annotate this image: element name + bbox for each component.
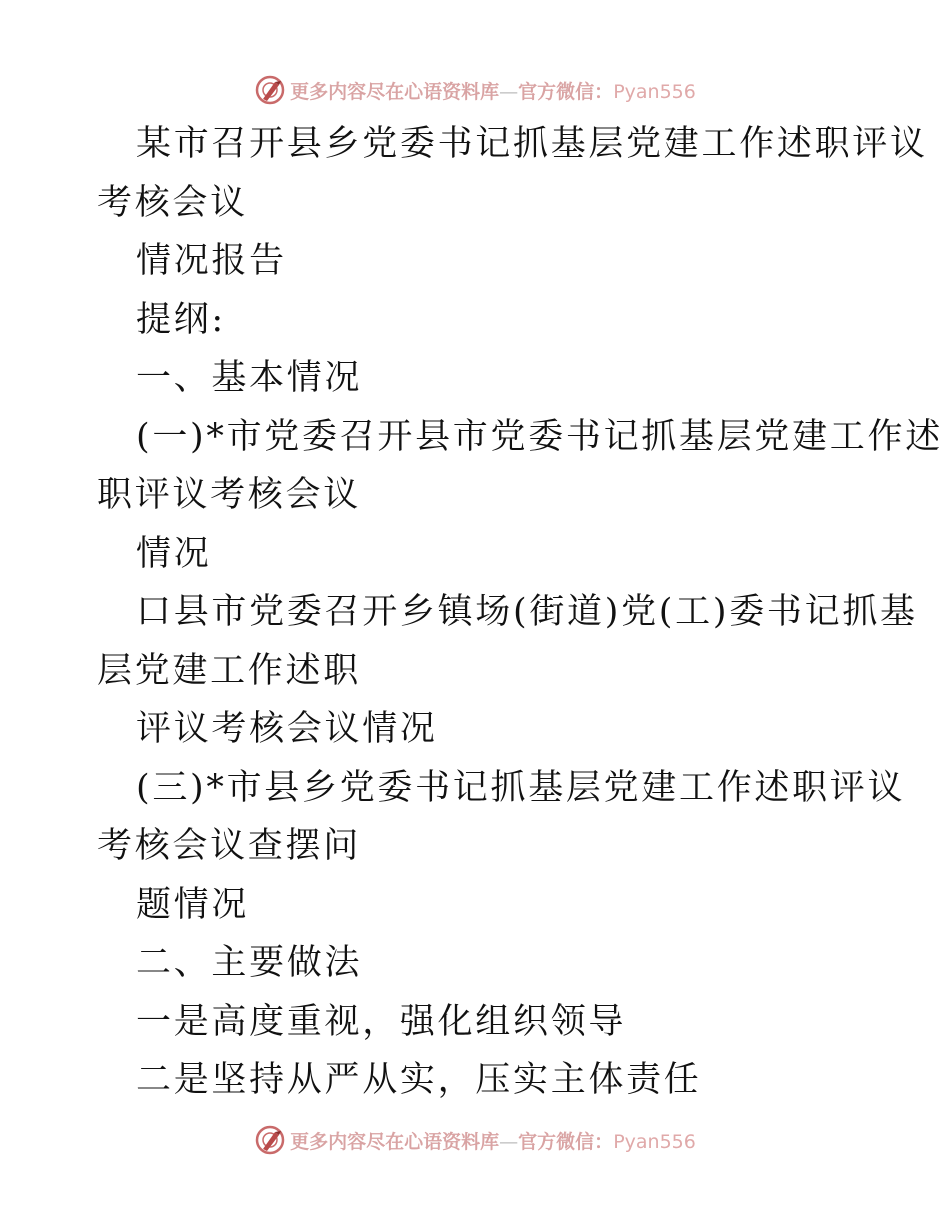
practice-item-1: 一是高度重视，强化组织领导: [136, 1001, 627, 1042]
document-body: [97, 115, 943, 1110]
pen-logo-icon: [254, 74, 286, 106]
watermark-text: 更多内容尽在心语资料库—官方微信：Pyan556: [290, 1130, 696, 1153]
title-line-1: 某市召开县乡党委书记抓基层党建工作述职评议: [136, 124, 928, 164]
section-heading-2: 二、主要做法: [136, 943, 363, 983]
pen-logo-icon: [254, 1124, 286, 1156]
item-3-line-2: 考核会议查摆问: [97, 826, 361, 866]
title-line-2: 考核会议: [97, 182, 248, 223]
item-1-line-1: (一)*市党委召开县市党委书记抓基层党建工作述: [136, 416, 943, 457]
item-2-line-3: 评议考核会议情况: [136, 709, 438, 749]
watermark-text: 更多内容尽在心语资料库—官方微信：Pyan556: [290, 80, 696, 103]
section-heading-1: 一、基本情况: [136, 358, 363, 398]
item-1-line-3: 情况: [136, 533, 212, 574]
footer-watermark: [0, 1120, 950, 1160]
outline-heading: 提纲:: [136, 299, 226, 340]
item-2-line-2: 层党建工作述职: [97, 650, 361, 691]
item-1-line-2: 职评议考核会议: [97, 475, 361, 515]
item-2-line-1: 口县市党委召开乡镇场(街道)党(工)委书记抓基: [136, 592, 918, 632]
subtitle-line: 情况报告: [136, 241, 287, 281]
practice-item-2: 二是坚持从严从实，压实主体责任: [136, 1060, 702, 1100]
item-3-line-3: 题情况: [136, 884, 250, 925]
item-3-line-1: (三)*市县乡党委书记抓基层党建工作述职评议: [136, 767, 906, 808]
header-watermark: [0, 70, 950, 110]
